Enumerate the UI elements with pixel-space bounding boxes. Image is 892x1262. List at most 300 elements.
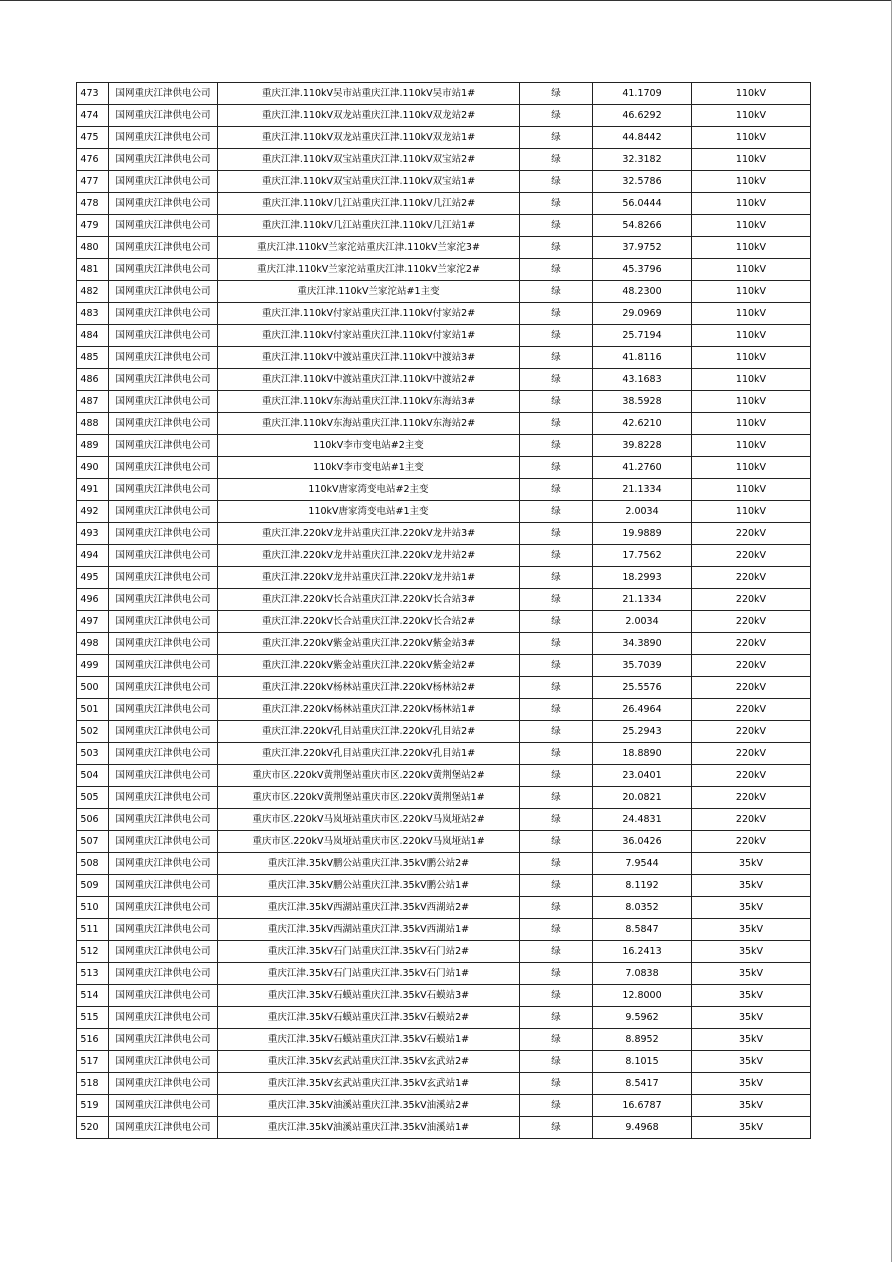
row-number-cell: 491 — [77, 479, 109, 501]
equipment-name-cell: 重庆江津.35kV油溪站重庆江津.35kV油溪站1# — [218, 1117, 520, 1139]
voltage-level-cell: 35kV — [692, 1095, 811, 1117]
row-number-cell: 508 — [77, 853, 109, 875]
voltage-level-cell: 110kV — [692, 259, 811, 281]
value-cell: 7.0838 — [593, 963, 692, 985]
equipment-name-cell: 重庆江津.110kV付家站重庆江津.110kV付家站2# — [218, 303, 520, 325]
row-number-cell: 481 — [77, 259, 109, 281]
table-row — [77, 743, 811, 765]
equipment-name-cell: 重庆江津.110kV吴市站重庆江津.110kV吴市站1# — [218, 83, 520, 105]
company-cell: 国网重庆江津供电公司 — [109, 963, 218, 985]
equipment-name-cell: 重庆江津.35kV油溪站重庆江津.35kV油溪站2# — [218, 1095, 520, 1117]
equipment-name-cell: 重庆江津.220kV杨林站重庆江津.220kV杨林站1# — [218, 699, 520, 721]
company-cell: 国网重庆江津供电公司 — [109, 1117, 218, 1139]
table-row — [77, 545, 811, 567]
company-cell: 国网重庆江津供电公司 — [109, 215, 218, 237]
voltage-level-cell: 35kV — [692, 1117, 811, 1139]
status-color-cell: 绿 — [520, 875, 593, 897]
company-cell: 国网重庆江津供电公司 — [109, 985, 218, 1007]
status-color-cell: 绿 — [520, 325, 593, 347]
status-color-cell: 绿 — [520, 567, 593, 589]
table-row — [77, 347, 811, 369]
table-row — [77, 1095, 811, 1117]
value-cell: 21.1334 — [593, 479, 692, 501]
equipment-name-cell: 重庆市区.220kV黄荆堡站重庆市区.220kV黄荆堡站1# — [218, 787, 520, 809]
row-number-cell: 497 — [77, 611, 109, 633]
equipment-name-cell: 重庆市区.220kV黄荆堡站重庆市区.220kV黄荆堡站2# — [218, 765, 520, 787]
company-cell: 国网重庆江津供电公司 — [109, 567, 218, 589]
company-cell: 国网重庆江津供电公司 — [109, 831, 218, 853]
status-color-cell: 绿 — [520, 545, 593, 567]
value-cell: 8.8952 — [593, 1029, 692, 1051]
table-row — [77, 655, 811, 677]
table-row — [77, 919, 811, 941]
value-cell: 18.8890 — [593, 743, 692, 765]
value-cell: 21.1334 — [593, 589, 692, 611]
value-cell: 41.1709 — [593, 83, 692, 105]
value-cell: 36.0426 — [593, 831, 692, 853]
value-cell: 56.0444 — [593, 193, 692, 215]
equipment-name-cell: 重庆江津.35kV西湖站重庆江津.35kV西湖站2# — [218, 897, 520, 919]
status-color-cell: 绿 — [520, 193, 593, 215]
table-row — [77, 215, 811, 237]
status-color-cell: 绿 — [520, 633, 593, 655]
row-number-cell: 488 — [77, 413, 109, 435]
table-row — [77, 501, 811, 523]
status-color-cell: 绿 — [520, 721, 593, 743]
table-row — [77, 787, 811, 809]
equipment-name-cell: 重庆江津.110kV中渡站重庆江津.110kV中渡站2# — [218, 369, 520, 391]
voltage-level-cell: 220kV — [692, 765, 811, 787]
value-cell: 35.7039 — [593, 655, 692, 677]
equipment-name-cell: 重庆江津.110kV兰家沱站重庆江津.110kV兰家沱2# — [218, 259, 520, 281]
status-color-cell: 绿 — [520, 831, 593, 853]
equipment-name-cell: 重庆江津.110kV中渡站重庆江津.110kV中渡站3# — [218, 347, 520, 369]
voltage-level-cell: 110kV — [692, 127, 811, 149]
equipment-name-cell: 重庆江津.110kV几江站重庆江津.110kV几江站1# — [218, 215, 520, 237]
equipment-name-cell: 重庆江津.220kV紫金站重庆江津.220kV紫金站2# — [218, 655, 520, 677]
row-number-cell: 515 — [77, 1007, 109, 1029]
company-cell: 国网重庆江津供电公司 — [109, 1029, 218, 1051]
value-cell: 8.5847 — [593, 919, 692, 941]
equipment-name-cell: 重庆江津.35kV石门站重庆江津.35kV石门站1# — [218, 963, 520, 985]
table-row — [77, 831, 811, 853]
voltage-level-cell: 35kV — [692, 963, 811, 985]
value-cell: 9.5962 — [593, 1007, 692, 1029]
equipment-name-cell: 重庆江津.220kV孔目站重庆江津.220kV孔目站1# — [218, 743, 520, 765]
company-cell: 国网重庆江津供电公司 — [109, 127, 218, 149]
table-row — [77, 391, 811, 413]
value-cell: 23.0401 — [593, 765, 692, 787]
row-number-cell: 476 — [77, 149, 109, 171]
status-color-cell: 绿 — [520, 237, 593, 259]
equipment-name-cell: 重庆市区.220kV马岚垭站重庆市区.220kV马岚垭站1# — [218, 831, 520, 853]
data-table — [76, 82, 811, 1139]
table-row — [77, 875, 811, 897]
company-cell: 国网重庆江津供电公司 — [109, 259, 218, 281]
row-number-cell: 487 — [77, 391, 109, 413]
table-row — [77, 105, 811, 127]
row-number-cell: 512 — [77, 941, 109, 963]
equipment-name-cell: 重庆江津.220kV长合站重庆江津.220kV长合站3# — [218, 589, 520, 611]
value-cell: 44.8442 — [593, 127, 692, 149]
row-number-cell: 511 — [77, 919, 109, 941]
status-color-cell: 绿 — [520, 919, 593, 941]
value-cell: 25.2943 — [593, 721, 692, 743]
voltage-level-cell: 110kV — [692, 435, 811, 457]
status-color-cell: 绿 — [520, 765, 593, 787]
equipment-name-cell: 重庆江津.35kV玄武站重庆江津.35kV玄武站1# — [218, 1073, 520, 1095]
table-row — [77, 611, 811, 633]
row-number-cell: 490 — [77, 457, 109, 479]
row-number-cell: 499 — [77, 655, 109, 677]
table-row — [77, 303, 811, 325]
value-cell: 2.0034 — [593, 501, 692, 523]
value-cell: 38.5928 — [593, 391, 692, 413]
row-number-cell: 510 — [77, 897, 109, 919]
table-row — [77, 1117, 811, 1139]
value-cell: 29.0969 — [593, 303, 692, 325]
company-cell: 国网重庆江津供电公司 — [109, 1007, 218, 1029]
company-cell: 国网重庆江津供电公司 — [109, 765, 218, 787]
company-cell: 国网重庆江津供电公司 — [109, 1051, 218, 1073]
table-row — [77, 369, 811, 391]
row-number-cell: 482 — [77, 281, 109, 303]
value-cell: 54.8266 — [593, 215, 692, 237]
status-color-cell: 绿 — [520, 897, 593, 919]
row-number-cell: 514 — [77, 985, 109, 1007]
row-number-cell: 484 — [77, 325, 109, 347]
voltage-level-cell: 220kV — [692, 633, 811, 655]
table-row — [77, 193, 811, 215]
voltage-level-cell: 110kV — [692, 215, 811, 237]
equipment-name-cell: 重庆江津.220kV长合站重庆江津.220kV长合站2# — [218, 611, 520, 633]
table-row — [77, 523, 811, 545]
voltage-level-cell: 220kV — [692, 787, 811, 809]
value-cell: 39.8228 — [593, 435, 692, 457]
equipment-name-cell: 重庆江津.110kV兰家沱站#1主变 — [218, 281, 520, 303]
company-cell: 国网重庆江津供电公司 — [109, 83, 218, 105]
company-cell: 国网重庆江津供电公司 — [109, 655, 218, 677]
row-number-cell: 483 — [77, 303, 109, 325]
equipment-name-cell: 重庆江津.110kV双龙站重庆江津.110kV双龙站1# — [218, 127, 520, 149]
row-number-cell: 504 — [77, 765, 109, 787]
status-color-cell: 绿 — [520, 985, 593, 1007]
status-color-cell: 绿 — [520, 1051, 593, 1073]
voltage-level-cell: 110kV — [692, 83, 811, 105]
company-cell: 国网重庆江津供电公司 — [109, 721, 218, 743]
company-cell: 国网重庆江津供电公司 — [109, 809, 218, 831]
row-number-cell: 502 — [77, 721, 109, 743]
table-row — [77, 457, 811, 479]
equipment-name-cell: 重庆江津.220kV龙井站重庆江津.220kV龙井站1# — [218, 567, 520, 589]
status-color-cell: 绿 — [520, 853, 593, 875]
row-number-cell: 475 — [77, 127, 109, 149]
equipment-name-cell: 110kV唐家湾变电站#1主变 — [218, 501, 520, 523]
company-cell: 国网重庆江津供电公司 — [109, 523, 218, 545]
company-cell: 国网重庆江津供电公司 — [109, 611, 218, 633]
status-color-cell: 绿 — [520, 787, 593, 809]
company-cell: 国网重庆江津供电公司 — [109, 325, 218, 347]
value-cell: 16.6787 — [593, 1095, 692, 1117]
company-cell: 国网重庆江津供电公司 — [109, 457, 218, 479]
row-number-cell: 474 — [77, 105, 109, 127]
company-cell: 国网重庆江津供电公司 — [109, 369, 218, 391]
table-row — [77, 149, 811, 171]
voltage-level-cell: 35kV — [692, 919, 811, 941]
status-color-cell: 绿 — [520, 1117, 593, 1139]
table-row — [77, 281, 811, 303]
table-row — [77, 567, 811, 589]
company-cell: 国网重庆江津供电公司 — [109, 919, 218, 941]
table-row — [77, 721, 811, 743]
voltage-level-cell: 35kV — [692, 941, 811, 963]
table-body — [77, 83, 811, 1139]
status-color-cell: 绿 — [520, 1095, 593, 1117]
voltage-level-cell: 110kV — [692, 149, 811, 171]
equipment-name-cell: 重庆江津.35kV鹏公站重庆江津.35kV鹏公站1# — [218, 875, 520, 897]
value-cell: 7.9544 — [593, 853, 692, 875]
company-cell: 国网重庆江津供电公司 — [109, 149, 218, 171]
company-cell: 国网重庆江津供电公司 — [109, 347, 218, 369]
voltage-level-cell: 110kV — [692, 237, 811, 259]
status-color-cell: 绿 — [520, 743, 593, 765]
status-color-cell: 绿 — [520, 941, 593, 963]
company-cell: 国网重庆江津供电公司 — [109, 677, 218, 699]
equipment-name-cell: 重庆江津.110kV双龙站重庆江津.110kV双龙站2# — [218, 105, 520, 127]
equipment-name-cell: 重庆江津.110kV付家站重庆江津.110kV付家站1# — [218, 325, 520, 347]
voltage-level-cell: 35kV — [692, 985, 811, 1007]
row-number-cell: 519 — [77, 1095, 109, 1117]
voltage-level-cell: 35kV — [692, 875, 811, 897]
status-color-cell: 绿 — [520, 963, 593, 985]
row-number-cell: 513 — [77, 963, 109, 985]
value-cell: 25.7194 — [593, 325, 692, 347]
status-color-cell: 绿 — [520, 369, 593, 391]
company-cell: 国网重庆江津供电公司 — [109, 875, 218, 897]
value-cell: 37.9752 — [593, 237, 692, 259]
company-cell: 国网重庆江津供电公司 — [109, 941, 218, 963]
voltage-level-cell: 35kV — [692, 1073, 811, 1095]
row-number-cell: 494 — [77, 545, 109, 567]
voltage-level-cell: 110kV — [692, 347, 811, 369]
row-number-cell: 500 — [77, 677, 109, 699]
voltage-level-cell: 35kV — [692, 897, 811, 919]
table-row — [77, 699, 811, 721]
equipment-name-cell: 重庆江津.35kV西湖站重庆江津.35kV西湖站1# — [218, 919, 520, 941]
row-number-cell: 480 — [77, 237, 109, 259]
status-color-cell: 绿 — [520, 1073, 593, 1095]
company-cell: 国网重庆江津供电公司 — [109, 897, 218, 919]
value-cell: 41.8116 — [593, 347, 692, 369]
status-color-cell: 绿 — [520, 589, 593, 611]
status-color-cell: 绿 — [520, 479, 593, 501]
value-cell: 32.3182 — [593, 149, 692, 171]
voltage-level-cell: 110kV — [692, 105, 811, 127]
value-cell: 20.0821 — [593, 787, 692, 809]
status-color-cell: 绿 — [520, 457, 593, 479]
equipment-name-cell: 重庆江津.220kV紫金站重庆江津.220kV紫金站3# — [218, 633, 520, 655]
value-cell: 8.1015 — [593, 1051, 692, 1073]
voltage-level-cell: 220kV — [692, 589, 811, 611]
value-cell: 8.1192 — [593, 875, 692, 897]
table-row — [77, 1051, 811, 1073]
company-cell: 国网重庆江津供电公司 — [109, 303, 218, 325]
voltage-level-cell: 110kV — [692, 281, 811, 303]
equipment-name-cell: 重庆江津.110kV几江站重庆江津.110kV几江站2# — [218, 193, 520, 215]
equipment-name-cell: 重庆江津.35kV石门站重庆江津.35kV石门站2# — [218, 941, 520, 963]
voltage-level-cell: 35kV — [692, 1007, 811, 1029]
row-number-cell: 509 — [77, 875, 109, 897]
table-row — [77, 853, 811, 875]
row-number-cell: 493 — [77, 523, 109, 545]
value-cell: 12.8000 — [593, 985, 692, 1007]
voltage-level-cell: 220kV — [692, 743, 811, 765]
voltage-level-cell: 220kV — [692, 831, 811, 853]
row-number-cell: 520 — [77, 1117, 109, 1139]
equipment-name-cell: 重庆江津.220kV孔目站重庆江津.220kV孔目站2# — [218, 721, 520, 743]
row-number-cell: 492 — [77, 501, 109, 523]
row-number-cell: 501 — [77, 699, 109, 721]
voltage-level-cell: 220kV — [692, 545, 811, 567]
table-row — [77, 479, 811, 501]
status-color-cell: 绿 — [520, 83, 593, 105]
table-row — [77, 259, 811, 281]
table-row — [77, 171, 811, 193]
row-number-cell: 503 — [77, 743, 109, 765]
table-row — [77, 985, 811, 1007]
equipment-name-cell: 重庆江津.110kV东海站重庆江津.110kV东海站2# — [218, 413, 520, 435]
voltage-level-cell: 35kV — [692, 1051, 811, 1073]
voltage-level-cell: 220kV — [692, 721, 811, 743]
equipment-name-cell: 110kV李市变电站#1主变 — [218, 457, 520, 479]
voltage-level-cell: 220kV — [692, 523, 811, 545]
value-cell: 24.4831 — [593, 809, 692, 831]
equipment-name-cell: 110kV唐家湾变电站#2主变 — [218, 479, 520, 501]
voltage-level-cell: 110kV — [692, 501, 811, 523]
table-row — [77, 127, 811, 149]
company-cell: 国网重庆江津供电公司 — [109, 743, 218, 765]
status-color-cell: 绿 — [520, 699, 593, 721]
value-cell: 46.6292 — [593, 105, 692, 127]
table-row — [77, 633, 811, 655]
company-cell: 国网重庆江津供电公司 — [109, 435, 218, 457]
company-cell: 国网重庆江津供电公司 — [109, 1073, 218, 1095]
value-cell: 2.0034 — [593, 611, 692, 633]
company-cell: 国网重庆江津供电公司 — [109, 853, 218, 875]
value-cell: 41.2760 — [593, 457, 692, 479]
equipment-name-cell: 重庆江津.110kV双宝站重庆江津.110kV双宝站2# — [218, 149, 520, 171]
table-row — [77, 237, 811, 259]
company-cell: 国网重庆江津供电公司 — [109, 633, 218, 655]
voltage-level-cell: 220kV — [692, 611, 811, 633]
table-row — [77, 589, 811, 611]
table-row — [77, 435, 811, 457]
row-number-cell: 518 — [77, 1073, 109, 1095]
company-cell: 国网重庆江津供电公司 — [109, 193, 218, 215]
equipment-name-cell: 重庆市区.220kV马岚垭站重庆市区.220kV马岚垭站2# — [218, 809, 520, 831]
value-cell: 34.3890 — [593, 633, 692, 655]
company-cell: 国网重庆江津供电公司 — [109, 501, 218, 523]
table-row — [77, 325, 811, 347]
row-number-cell: 517 — [77, 1051, 109, 1073]
equipment-name-cell: 重庆江津.35kV石蟆站重庆江津.35kV石蟆站1# — [218, 1029, 520, 1051]
voltage-level-cell: 110kV — [692, 193, 811, 215]
row-number-cell: 473 — [77, 83, 109, 105]
table-row — [77, 83, 811, 105]
status-color-cell: 绿 — [520, 127, 593, 149]
equipment-name-cell: 重庆江津.35kV玄武站重庆江津.35kV玄武站2# — [218, 1051, 520, 1073]
value-cell: 19.9889 — [593, 523, 692, 545]
voltage-level-cell: 35kV — [692, 1029, 811, 1051]
status-color-cell: 绿 — [520, 215, 593, 237]
company-cell: 国网重庆江津供电公司 — [109, 171, 218, 193]
status-color-cell: 绿 — [520, 655, 593, 677]
voltage-level-cell: 110kV — [692, 413, 811, 435]
table-row — [77, 897, 811, 919]
value-cell: 48.2300 — [593, 281, 692, 303]
row-number-cell: 498 — [77, 633, 109, 655]
voltage-level-cell: 110kV — [692, 391, 811, 413]
company-cell: 国网重庆江津供电公司 — [109, 545, 218, 567]
equipment-name-cell: 重庆江津.35kV鹏公站重庆江津.35kV鹏公站2# — [218, 853, 520, 875]
table-row — [77, 809, 811, 831]
table-row — [77, 765, 811, 787]
voltage-level-cell: 220kV — [692, 809, 811, 831]
company-cell: 国网重庆江津供电公司 — [109, 787, 218, 809]
row-number-cell: 485 — [77, 347, 109, 369]
voltage-level-cell: 220kV — [692, 699, 811, 721]
company-cell: 国网重庆江津供电公司 — [109, 237, 218, 259]
value-cell: 26.4964 — [593, 699, 692, 721]
value-cell: 17.7562 — [593, 545, 692, 567]
value-cell: 42.6210 — [593, 413, 692, 435]
equipment-name-cell: 重庆江津.220kV龙井站重庆江津.220kV龙井站3# — [218, 523, 520, 545]
status-color-cell: 绿 — [520, 391, 593, 413]
row-number-cell: 489 — [77, 435, 109, 457]
value-cell: 45.3796 — [593, 259, 692, 281]
table-row — [77, 677, 811, 699]
voltage-level-cell: 110kV — [692, 479, 811, 501]
value-cell: 16.2413 — [593, 941, 692, 963]
status-color-cell: 绿 — [520, 435, 593, 457]
voltage-level-cell: 110kV — [692, 325, 811, 347]
voltage-level-cell: 110kV — [692, 303, 811, 325]
status-color-cell: 绿 — [520, 413, 593, 435]
row-number-cell: 496 — [77, 589, 109, 611]
voltage-level-cell: 220kV — [692, 655, 811, 677]
company-cell: 国网重庆江津供电公司 — [109, 105, 218, 127]
value-cell: 9.4968 — [593, 1117, 692, 1139]
table-row — [77, 1073, 811, 1095]
voltage-level-cell: 110kV — [692, 171, 811, 193]
equipment-name-cell: 重庆江津.35kV石蟆站重庆江津.35kV石蟆站3# — [218, 985, 520, 1007]
table-row — [77, 941, 811, 963]
status-color-cell: 绿 — [520, 281, 593, 303]
equipment-name-cell: 重庆江津.220kV龙井站重庆江津.220kV龙井站2# — [218, 545, 520, 567]
status-color-cell: 绿 — [520, 347, 593, 369]
status-color-cell: 绿 — [520, 809, 593, 831]
voltage-level-cell: 220kV — [692, 677, 811, 699]
status-color-cell: 绿 — [520, 171, 593, 193]
status-color-cell: 绿 — [520, 105, 593, 127]
row-number-cell: 505 — [77, 787, 109, 809]
company-cell: 国网重庆江津供电公司 — [109, 413, 218, 435]
value-cell: 18.2993 — [593, 567, 692, 589]
equipment-name-cell: 重庆江津.220kV杨林站重庆江津.220kV杨林站2# — [218, 677, 520, 699]
value-cell: 8.0352 — [593, 897, 692, 919]
voltage-level-cell: 220kV — [692, 567, 811, 589]
row-number-cell: 479 — [77, 215, 109, 237]
